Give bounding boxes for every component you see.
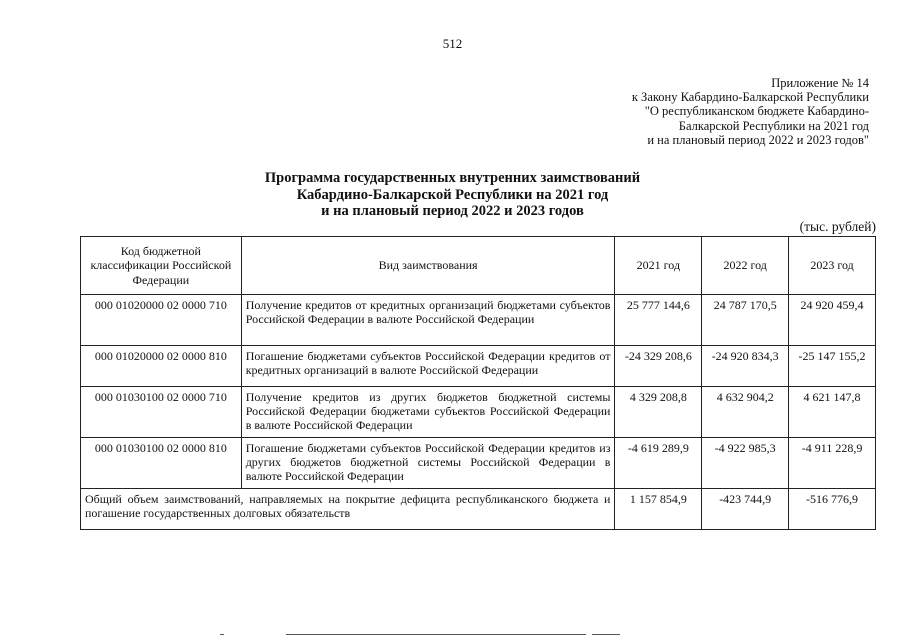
appendix-line: и на плановый период 2022 и 2023 годов" <box>647 132 869 147</box>
row-code: 000 01020000 02 0000 810 <box>81 346 242 387</box>
row-2023: 4 621 147,8 <box>789 387 876 438</box>
row-2022: 24 787 170,5 <box>702 295 789 346</box>
row-code: 000 01020000 02 0000 710 <box>81 295 242 346</box>
row-2022: -4 922 985,3 <box>702 438 789 489</box>
row-2021: -24 329 208,6 <box>615 346 702 387</box>
row-2023: -4 911 228,9 <box>789 438 876 489</box>
borrowing-table <box>80 236 876 530</box>
row-kind: Погашение бюджетами субъектов Российской Федерации кредитов от кредитных организаций в валюте Российской Федерации <box>241 346 615 387</box>
table-row <box>81 387 876 438</box>
row-kind: Получение кредитов из других бюджетов бюджетной системы Российской Федерации бюджетами субъектов Российской Федерации в валюте Российской Федерации <box>241 387 615 438</box>
row-2021: -4 619 289,9 <box>615 438 702 489</box>
header-kind: Вид заимствования <box>241 237 615 295</box>
total-2023: -516 776,9 <box>789 489 876 530</box>
appendix-line: к Закону Кабардино-Балкарской Республики <box>631 90 869 105</box>
scan-mark <box>286 634 586 635</box>
row-kind: Получение кредитов от кредитных организаций бюджетами субъектов Российской Федерации в валюте Российской Федерации <box>241 295 615 346</box>
appendix-note <box>569 76 869 147</box>
row-2021: 4 329 208,8 <box>615 387 702 438</box>
table-row <box>81 438 876 489</box>
scan-mark <box>220 634 224 635</box>
row-2023: -25 147 155,2 <box>789 346 876 387</box>
table-row <box>81 346 876 387</box>
scan-artifact-lines <box>220 634 720 636</box>
row-kind: Погашение бюджетами субъектов Российской Федерации кредитов из других бюджетов бюджетной системы Российской Федерации в валюте Российской Федерации <box>241 438 615 489</box>
row-code: 000 01030100 02 0000 710 <box>81 387 242 438</box>
page-number: 512 <box>442 36 463 51</box>
header-2022: 2022 год <box>702 237 789 295</box>
appendix-line: "О республиканском бюджете Кабардино- <box>644 104 869 119</box>
title-line: Программа государственных внутренних заимствований <box>264 170 641 186</box>
header-2023: 2023 год <box>789 237 876 295</box>
table-header-row <box>81 237 876 295</box>
row-2023: 24 920 459,4 <box>789 295 876 346</box>
scan-mark <box>592 634 620 635</box>
row-code: 000 01030100 02 0000 810 <box>81 438 242 489</box>
table-row <box>81 295 876 346</box>
appendix-line: Приложение № 14 <box>771 76 869 90</box>
title-line: и на плановый период 2022 и 2023 годов <box>321 203 584 219</box>
table-total-row <box>81 489 876 530</box>
header-2021: 2021 год <box>615 237 702 295</box>
total-2022: -423 744,9 <box>702 489 789 530</box>
appendix-line: Балкарской Республики на 2021 год <box>678 118 869 133</box>
document-title <box>0 170 905 220</box>
row-2021: 25 777 144,6 <box>615 295 702 346</box>
title-line: Кабардино-Балкарской Республики на 2021 год <box>296 186 609 203</box>
row-2022: 4 632 904,2 <box>702 387 789 438</box>
total-label: Общий объем заимствований, направляемых на покрытие дефицита республиканского бюджета и погашение государственных долговых обязательств <box>81 489 615 530</box>
units-label: (тыс. рублей) <box>799 219 876 234</box>
total-2021: 1 157 854,9 <box>615 489 702 530</box>
row-2022: -24 920 834,3 <box>702 346 789 387</box>
header-code: Код бюджетной классификации Российской Федерации <box>81 237 242 295</box>
